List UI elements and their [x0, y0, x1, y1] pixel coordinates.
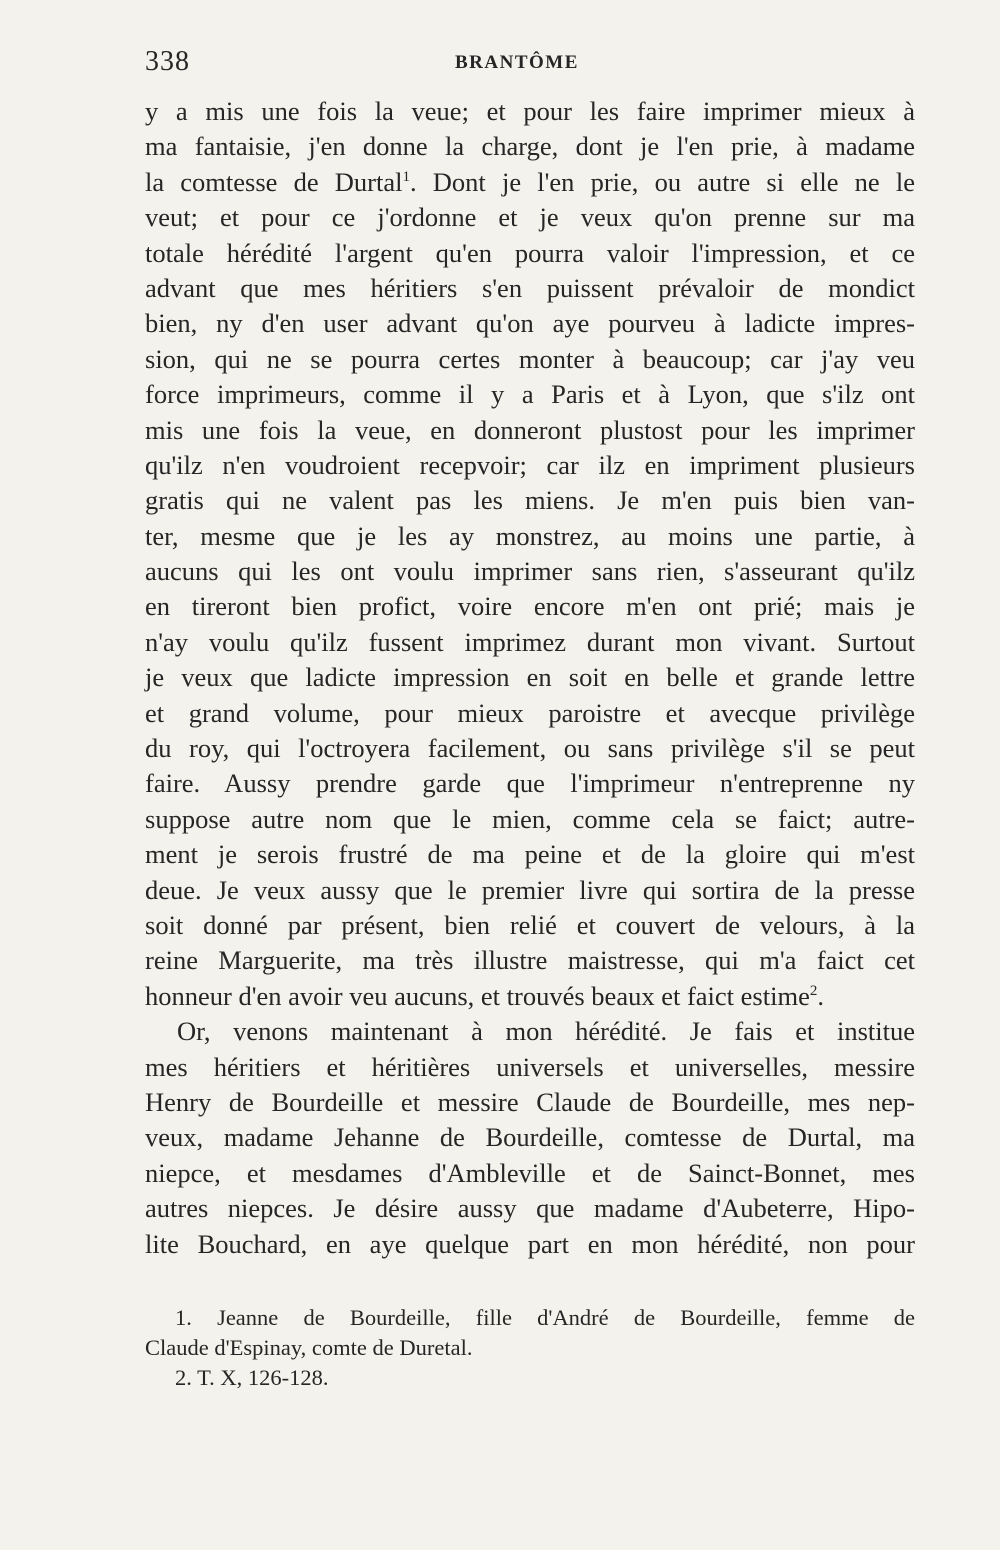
body-line	[145, 979, 915, 1014]
body-line: qu'ilz n'en voudroient recepvoir; car ilz en impriment plusieurs	[145, 449, 915, 480]
body-line: bien, ny d'en user advant qu'on aye pourveu à ladicte impres-	[145, 308, 915, 339]
footnote-ref: 1	[402, 168, 410, 185]
body-line: ment je serois frustré de ma peine et de la gloire qui m'est	[145, 839, 915, 870]
body-line: sion, qui ne se pourra certes monter à beaucoup; car j'ay veu	[145, 343, 915, 374]
body-line: faire. Aussy prendre garde que l'imprimeur n'entreprenne ny	[145, 768, 915, 799]
body-line: ma fantaisie, j'en donne la charge, dont je l'en prie, à madame	[145, 131, 915, 162]
body-line: totale hérédité l'argent qu'en pourra valoir l'impression, et ce	[145, 237, 915, 268]
body-line: et grand volume, pour mieux paroistre et avecque privilège	[145, 697, 915, 728]
body-line: je veux que ladicte impression en soit en belle et grande lettre	[145, 662, 915, 693]
body-text	[145, 94, 915, 1262]
body-line-text: .	[817, 980, 824, 1011]
body-line: soit donné par présent, bien relié et couvert de velours, à la	[145, 909, 915, 940]
body-line: veut; et pour ce j'ordonne et je veux qu'on prenne sur ma	[145, 202, 915, 233]
body-line: niepce, et mesdames d'Ambleville et de Sainct-Bonnet, mes	[145, 1157, 915, 1188]
footnote-ref: 2	[809, 982, 818, 999]
body-line-text: . Dont je l'en prie, ou autre si elle ne le	[410, 166, 915, 197]
body-line: n'ay voulu qu'ilz fussent imprimez durant mon vivant. Surtout	[145, 626, 915, 657]
body-line: mes héritiers et héritières universels et universelles, messire	[145, 1051, 915, 1082]
body-line: du roy, qui l'octroyera facilement, ou sans privilège s'il se peut	[145, 733, 915, 764]
body-line: deue. Je veux aussy que le premier livre qui sortira de la presse	[145, 874, 915, 905]
body-line: force imprimeurs, comme il y a Paris et à Lyon, que s'ilz ont	[145, 379, 915, 410]
body-line: reine Marguerite, ma très illustre maistresse, qui m'a faict cet	[145, 945, 915, 976]
body-line-text: la comtesse de Durtal	[145, 166, 403, 197]
body-line: gratis qui ne valent pas les miens. Je m'en puis bien van-	[145, 485, 915, 516]
footnote-line: 2. T. X, 126-128.	[175, 1365, 329, 1390]
footnotes	[145, 1303, 915, 1393]
running-head	[145, 46, 915, 86]
footnote-line: 1. Jeanne de Bourdeille, fille d'André de Bourdeille, femme de	[175, 1305, 915, 1330]
body-line: Henry de Bourdeille et messire Claude de Bourdeille, mes nep-	[145, 1086, 915, 1117]
body-line: veux, madame Jehanne de Bourdeille, comtesse de Durtal, ma	[145, 1122, 915, 1153]
body-line: Or, venons maintenant à mon hérédité. Je fais et institue	[177, 1016, 915, 1047]
body-line: aucuns qui les ont voulu imprimer sans rien, s'asseurant qu'ilz	[145, 556, 915, 587]
body-line: advant que mes héritiers s'en puissent prévaloir de mondict	[145, 272, 915, 303]
body-line: mis une fois la veue, en donneront plustost pour les imprimer	[145, 414, 915, 445]
body-line: ter, mesme que je les ay monstrez, au moins une partie, à	[145, 520, 915, 551]
body-line-text: honneur d'en avoir veu aucuns, et trouvés beaux et faict estime	[145, 980, 810, 1011]
body-line: y a mis une fois la veue; et pour les faire imprimer mieux à	[145, 96, 915, 126]
footnote-line: Claude d'Espinay, comte de Duretal.	[145, 1335, 473, 1360]
body-line: suppose autre nom que le mien, comme cela se faict; autre-	[145, 803, 915, 834]
body-line: autres niepces. Je désire aussy que madame d'Aubeterre, Hipo-	[145, 1193, 915, 1224]
page-number: 338	[145, 46, 190, 77]
body-line: en tireront bien profict, voire encore m'en ont prié; mais je	[145, 591, 915, 622]
body-line: lite Bouchard, en aye quelque part en mon hérédité, non pour	[145, 1228, 915, 1259]
running-title: BRANTÔME	[455, 52, 579, 73]
body-line	[145, 165, 915, 200]
